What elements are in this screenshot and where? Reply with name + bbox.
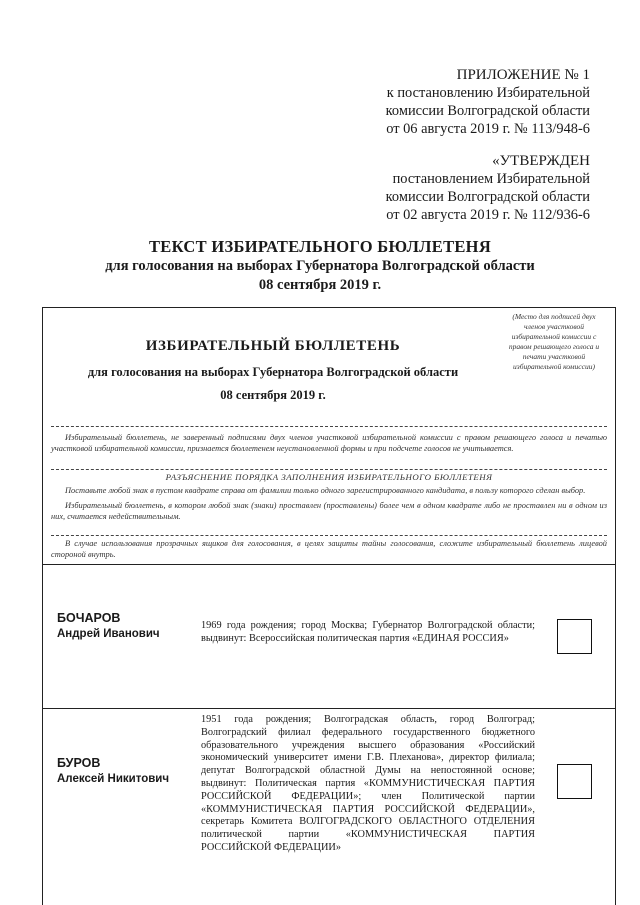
candidate-info: 1951 года рождения; Волгоградская область, город Волгоград; Волгоградский филиал федерального государственного бюджетного образовательного учреждения высшего образования «Российский экономический университет имени Г.В. Плеханова», директор филиала; депутат Волгоградской областной Думы на непостоянной основе; выдвинут: Политическая партия «КОММУНИСТИЧЕСКАЯ ПАРТИЯ РОССИЙСКОЙ ФЕДЕРАЦИИ»; член Политической партии «КОММУНИСТИЧЕСКАЯ ПАРТИЯ РОССИЙСКОЙ ФЕДЕРАЦИИ», секретарь Комитета ВОЛГОГРАДСКОГО ОБЛАСТНОГО ОТДЕЛЕНИЯ политической партии «КОММУНИСТИЧЕСКАЯ ПАРТИЯ РОССИЙСКОЙ ФЕДЕРАЦИИ»: [201, 714, 535, 853]
ballot-date: 08 сентября 2019 г.: [220, 388, 326, 402]
signature-place: (Место для подписей двух членов участковой избирательной комиссии с правом решающего голоса и печати участковой избирательной комиссии): [508, 312, 600, 371]
dashed-divider: [51, 535, 607, 536]
ballot-notice: [51, 432, 607, 454]
appendix-line: от 06 августа 2019 г. № 113/948-6: [386, 121, 590, 137]
candidate-surname: БОЧАРОВ: [57, 611, 121, 625]
dashed-divider: [51, 426, 607, 427]
appendix-block: [290, 66, 590, 138]
ballot-subtitle: для голосования на выборах Губернатора Волгоградской области: [87, 365, 459, 379]
appendix-line: к постановлению Избирательной: [386, 85, 590, 101]
vote-checkbox[interactable]: [557, 764, 592, 799]
candidate-given-names: Андрей Иванович: [57, 628, 160, 640]
document-title-date: 08 сентября 2019 г.: [258, 277, 382, 293]
vote-checkbox[interactable]: [557, 619, 592, 654]
appendix-line: комиссии Волгоградской области: [385, 103, 590, 119]
approved-line: от 02 августа 2019 г. № 112/936-6: [386, 207, 590, 223]
ballot-title: ИЗБИРАТЕЛЬНЫЙ БЮЛЛЕТЕНЬ: [145, 338, 401, 354]
instruction-text: Поставьте любой знак в пустом квадрате справа от фамилии только одного зарегистрированного кандидата, в пользу которого сделан выбор.: [65, 486, 586, 495]
ballot-header: [43, 336, 503, 404]
instruction-text: Избирательный бюллетень, в котором любой знак (знаки) проставлен (проставлены) более чем в одном квадрате либо не проставлен ни в одном из них, считается недействительным.: [51, 501, 607, 521]
ballot-notice-text: Избирательный бюллетень, не заверенный подписями двух членов участковой избирательной комиссии с правом решающего голоса и печатью участковой избирательной комиссии, признается бюллетенем неустановленной формы и при подсчете голосов не учитывается.: [51, 433, 607, 453]
candidate-name: [57, 610, 160, 642]
candidate-name: [57, 755, 169, 787]
approved-heading: «УТВЕРЖДЕН: [492, 153, 590, 169]
approved-line: комиссии Волгоградской области: [385, 189, 590, 205]
document-title: [40, 237, 600, 295]
folding-instruction: [51, 538, 607, 560]
approved-line: постановлением Избирательной: [392, 171, 590, 187]
dashed-divider: [51, 469, 607, 470]
candidate-given-names: Алексей Никитович: [57, 773, 170, 785]
document-title-main: ТЕКСТ ИЗБИРАТЕЛЬНОГО БЮЛЛЕТЕНЯ: [148, 237, 492, 256]
row-divider: [43, 708, 615, 709]
ballot-form: [42, 307, 616, 905]
approved-block: [290, 152, 590, 224]
candidate-surname: БУРОВ: [57, 756, 101, 770]
candidate-info: 1969 года рождения; город Москва; Губернатор Волгоградской области; выдвинут: Всероссийская политическая партия «ЕДИНАЯ РОССИЯ»: [201, 620, 535, 644]
row-divider: [43, 564, 615, 565]
appendix-heading: ПРИЛОЖЕНИЕ № 1: [456, 67, 590, 83]
instructions-block: [51, 485, 607, 522]
document-title-subtitle: для голосования на выборах Губернатора Волгоградской области: [105, 258, 535, 274]
instructions-title: РАЗЪЯСНЕНИЕ ПОРЯДКА ЗАПОЛНЕНИЯ ИЗБИРАТЕЛЬНОГО БЮЛЛЕТЕНЯ: [165, 472, 493, 482]
instruction-text: В случае использования прозрачных ящиков для голосования, в целях защиты тайны голосования, сложите избирательный бюллетень лицевой стороной внутрь.: [51, 539, 607, 559]
